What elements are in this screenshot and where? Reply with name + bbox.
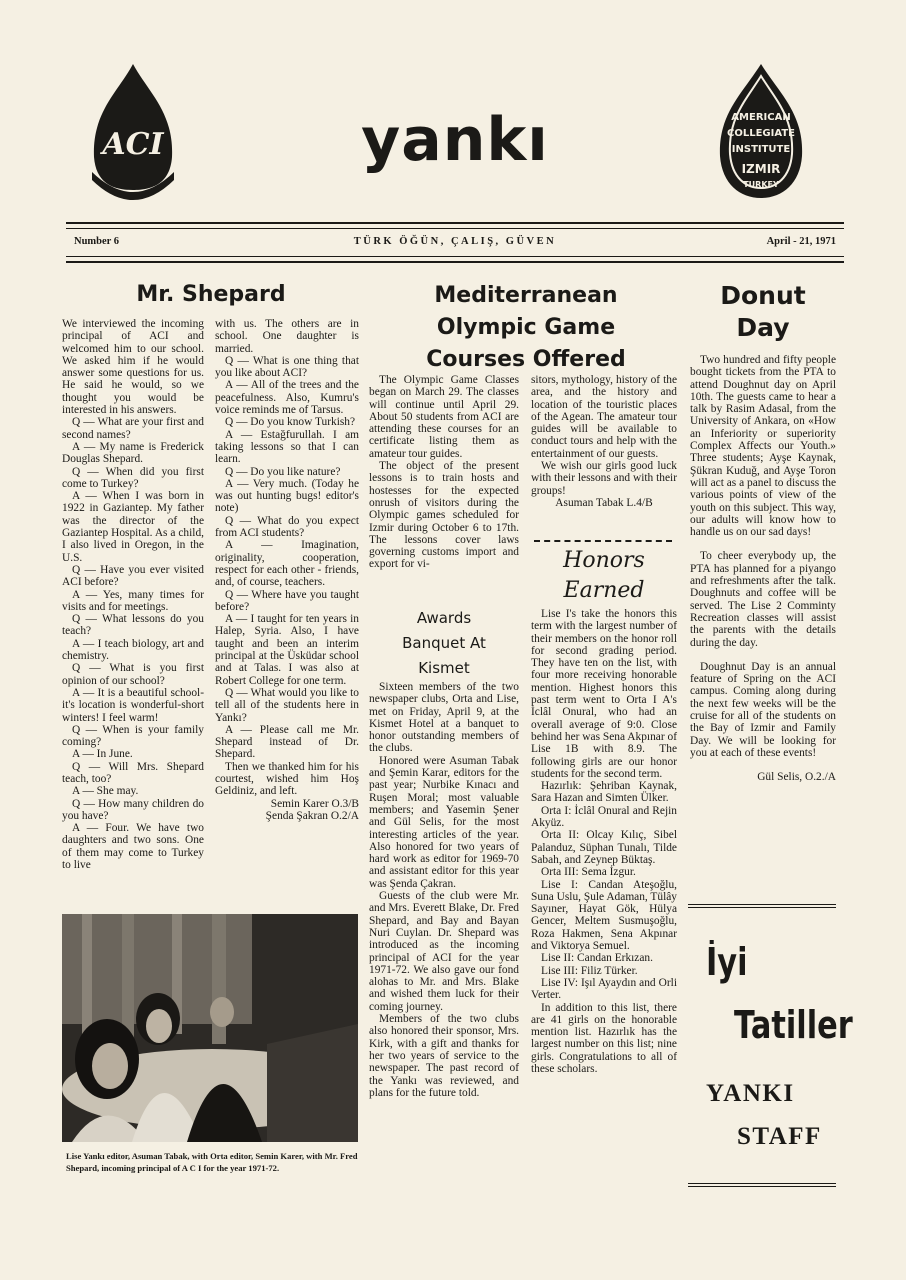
greeting-line-4: STAFF: [737, 1123, 822, 1150]
paragraph: Doughnut Day is an annual feature of Spring on the ACI campus. Coming along during the next few weeks will be the cruise for all of the students on the Bay of Izmir and Family Day. We will be looking for you at each of these events!: [690, 660, 836, 759]
shepard-headline: Mr. Shepard: [136, 282, 286, 307]
masthead-rule-top: [66, 222, 844, 224]
svg-text:INSTITUTE: INSTITUTE: [731, 144, 791, 155]
paragraph: Lise II: Candan Erkızan.: [541, 952, 653, 965]
donut-headline: [690, 280, 836, 344]
paragraph: Q — Have you ever visited ACI before?: [62, 563, 204, 589]
paragraph: Q — What are your first and second names?: [62, 416, 204, 441]
paragraph: A — She may.: [72, 785, 139, 798]
photo-image: [62, 914, 358, 1142]
paragraph: We interviewed the incoming principal of ACI and welcomed him to our school. We asked him if he would answer some questions for us. He said he would, so we thought you would be interested in his answers.: [62, 318, 204, 417]
donut-body: [690, 354, 836, 784]
paragraph: Lise I: Candan Ateşoğlu, Suna Uslu, Şule Adaman, Tülây Sayıner, Hayat Gök, Hülya Gencer, Meltem Susmuşoğlu, Roza Hakmen, Sena Akpınar and Viktorya Semuel.: [531, 878, 677, 953]
paragraph: A — I teach biology, art and chemistry.: [62, 637, 204, 663]
paragraph: In addition to this list, there are 41 girls on the honorable mention list. Hazırlık has the largest number on this list; nine girls. Congratulations to all of these scholars.: [531, 1001, 677, 1075]
paragraph: A — Yes, many times for visits and for meetings.: [62, 588, 204, 613]
paragraph: with us. The others are in school. One daughter is married.: [215, 318, 359, 355]
greeting-rule-bottom: [688, 1183, 836, 1187]
paragraph: A — In June.: [72, 748, 133, 761]
paragraph: Members of the two clubs also honored their sponsor, Mrs. Kirk, with a gift and thanks for her two years of service to the newspaper. The past record of the Yankı was reviewed, and plans for the future told.: [369, 1013, 519, 1099]
paragraph: Lise III: Filiz Türker.: [541, 964, 638, 977]
photo-caption: Lise Yankı editor, Asuman Tabak, with Orta editor, Semin Karer, with Mr. Fred Shepard, incoming principal of A C I for the year 1971-72.: [66, 1151, 358, 1173]
paragraph: Lise I's take the honors this term with the largest number of their members on the honor roll for second grading period. They have ten on the list, with four more receiving honorable mention. Highest honors this past term went to Orta I A's İclâl Onural, who had an overall average of 9:0. Close behind her was Sena Akpınar of Lise 1B with 8.9. The following girls are our honor students for the second term.: [531, 608, 677, 780]
paragraph: Then we thanked him for his courtest, wished him Hoş Geldiniz, and left.: [215, 760, 359, 798]
greeting-line-3: YANKI: [706, 1080, 795, 1107]
paragraph: Q — What is one thing that you like about ACI?: [215, 354, 359, 380]
honors-headline: [531, 546, 677, 606]
issue-number: Number 6: [74, 236, 120, 247]
svg-text:ACI: ACI: [102, 127, 164, 162]
headline-line: Day: [736, 313, 790, 342]
shepard-column-1: [62, 318, 204, 871]
masthead-rule-bottom: [66, 261, 844, 263]
svg-text:COLLEGIATE: COLLEGIATE: [727, 128, 795, 139]
paragraph: Q — What is you first opinion of our school?: [62, 662, 204, 687]
motto: TÜRK ÖĞÜN, ÇALIŞ, GÜVEN: [353, 236, 557, 247]
paragraph: Q — Do you know Turkish?: [225, 416, 356, 429]
svg-text:IZMIR: IZMIR: [741, 162, 781, 176]
section-divider: [534, 540, 672, 542]
headline-line: Honors: [563, 548, 645, 573]
paragraph: A — I taught for ten years in Halep, Syria. Also, I have taught and been an interim principal at the Üsküdar school and at Talas. I was also at Robert College for one term.: [215, 613, 359, 687]
greeting-rule-top: [688, 904, 836, 908]
paragraph: A — It is a beautiful school-it's location is wonderful-short winters! I feel warm!: [62, 686, 204, 724]
paragraph: A — Very much. (Today he was out hunting bugs! editor's note): [215, 477, 359, 515]
masthead-rule-top-thin: [66, 228, 844, 229]
paragraph: A — Please call me Mr. Shepard instead of Dr. Shepard.: [215, 723, 359, 761]
byline: Gül Selis, O.2./A: [757, 771, 836, 784]
issue-date: April - 21, 1971: [766, 236, 836, 247]
paragraph: Q — When is your family coming?: [62, 723, 204, 749]
paragraph: The Olympic Game Classes began on March 29. The classes will continue until April 29. About 50 students from ACI are attending these courses for an certificate listing them as amateur tour guides.: [369, 374, 519, 460]
olympic-headline: [392, 280, 660, 376]
paragraph: A — When I was born in 1922 in Gaziantep. My father was the director of the Gaziantep Hospital. As a child, I also lived in Oregon, in the U.S.: [62, 490, 204, 564]
byline: Asuman Tabak L.4/B: [555, 496, 653, 509]
paragraph: A — Imagination, originality, cooperation, respect for each other - friends, and, of course, teachers.: [215, 539, 359, 589]
paragraph: Q — How many children do you have?: [62, 797, 204, 822]
headline-line: Banquet At: [402, 634, 486, 652]
paragraph: A — My name is Frederick Douglas Shepard.: [62, 440, 204, 466]
paragraph: Honored were Asuman Tabak and Şemin Karar, editors for the past year; Nurbike Kınacı and Ruşen Moral; most valuable members; and Yasemin Şener and Gül Selis, for the most interesting articles of the year. Also honored for two years of hard work as editor for 1969-70 and assistant editor for this year was Şenda Çakran.: [369, 754, 519, 890]
paragraph: Guests of the club were Mr. and Mrs. Everett Blake, Dr. Fred Shepard, and Bay and Bayan Nuri Cuylan. Dr. Shepard was introduced as the incoming principal of ACI for the year 1971-72. We also gave our fond alohas to Mr. and Mrs. Blake and wished them luck for their coming journey.: [369, 890, 519, 1013]
headline-line: Kismet: [418, 659, 470, 677]
shepard-column-2: [215, 318, 359, 822]
paragraph: To cheer everybody up, the PTA has planned for a piyango and refreshments after the talk. Doughnuts and coffee will be served. The Lise 2 Comminty Recreation classes will assist the parents with the details during the day.: [690, 550, 836, 649]
paragraph: Sixteen members of the two newspaper clubs, Orta and Lise, met on Friday, April 9, at the Kismet Hotel at a banquet to honor outstanding members of the clubs.: [369, 681, 519, 755]
aci-logo-left: [88, 62, 178, 212]
masthead-rule-bottom-thin: [66, 256, 844, 257]
paragraph: Q — What do you expect from ACI students?: [215, 514, 359, 540]
masthead-title: yankı: [361, 105, 549, 175]
paragraph: sitors, mythology, history of the area, and the history and location of the touristic places of the Agean. The amateur tour guides will be available to conduct tours and help with the entertainment of our guests.: [531, 374, 677, 460]
byline: Şenda Şakran O.2/A: [265, 809, 359, 822]
paragraph: Q — What would you like to tell all of the students here in Yankı?: [215, 686, 359, 724]
paragraph: The object of the present lessons is to train hosts and hostesses for the expected onrush of visitors during the Olympic games scheduled for Izmir during October 6 to 17th. The lessons cover laws governing customs import and export for vi-: [369, 460, 519, 571]
honors-body: [531, 608, 677, 1075]
paragraph: Q — What lessons do you teach?: [62, 613, 204, 638]
paragraph: A — Four. We have two daughters and two sons. One of them may come to Turkey to live: [62, 822, 204, 872]
byline: Semin Karer O.3/B: [270, 797, 359, 810]
paragraph: Two hundred and fifty people bought tickets from the PTA to attend Doughnut day on April 10th. The guests came to hear a talk by Rasim Adasal, from the University of Ankara, on «How an Inferiority or superiority Complex Affects our Youth.» Three students; Ayşe Kaynak, Şükran Kuduğ, and Ayşe Toron will act as a panel to discuss the various points of view of the youth on this subject. This way, our adults will know how to handle us on our sad days!: [690, 354, 836, 539]
headline-line: Awards: [416, 609, 472, 627]
paragraph: Orta I: İclâl Onural and Rejin Akyüz.: [531, 804, 677, 830]
headline-line: Donut: [720, 281, 806, 310]
headline-line: Courses Offered: [426, 347, 626, 372]
svg-text:AMERICAN: AMERICAN: [731, 112, 791, 123]
paragraph: Hazırlık: Şehriban Kaynak, Sara Hazan and Simten Ülker.: [531, 780, 677, 805]
paragraph: We wish our girls good luck with their lessons and with their groups!: [531, 460, 677, 497]
svg-text:TURKEY: TURKEY: [743, 180, 779, 189]
paragraph: Lise IV: Işıl Ayaydın and Orli Verter.: [531, 976, 677, 1002]
acl-seal-right: [712, 58, 810, 208]
awards-body: [369, 681, 519, 1099]
greeting-line-2: Tatiller: [734, 1003, 853, 1047]
olympic-column-1: [369, 374, 519, 571]
photo: [62, 914, 358, 1142]
headline-line: Earned: [563, 578, 645, 603]
paragraph: Q — When did you first come to Turkey?: [62, 465, 204, 490]
paragraph: A — Estağfurullah. I am taking lessons so that I can learn.: [215, 428, 359, 466]
paragraph: Orta II: Olcay Kılıç, Sibel Palanduz, Süphan Tunalı, Tilde Sabah, and Zeynep Büktaş.: [531, 829, 677, 866]
paragraph: Q — Where have you taught before?: [215, 588, 359, 613]
paragraph: Orta III: Sema İzgur.: [541, 866, 636, 879]
greeting-line-1: İyi: [706, 940, 748, 984]
paragraph: Q — Do you like nature?: [225, 465, 341, 478]
paragraph: A — All of the trees and the peacefulness. Also, Kumru's voice reminds me of Tarsus.: [215, 379, 359, 417]
headline-line: Mediterranean: [434, 283, 618, 308]
awards-headline: [369, 606, 519, 681]
paragraph: Q — Will Mrs. Shepard teach, too?: [62, 760, 204, 785]
olympic-column-2: [531, 374, 677, 509]
headline-line: Olympic Game: [436, 315, 616, 340]
